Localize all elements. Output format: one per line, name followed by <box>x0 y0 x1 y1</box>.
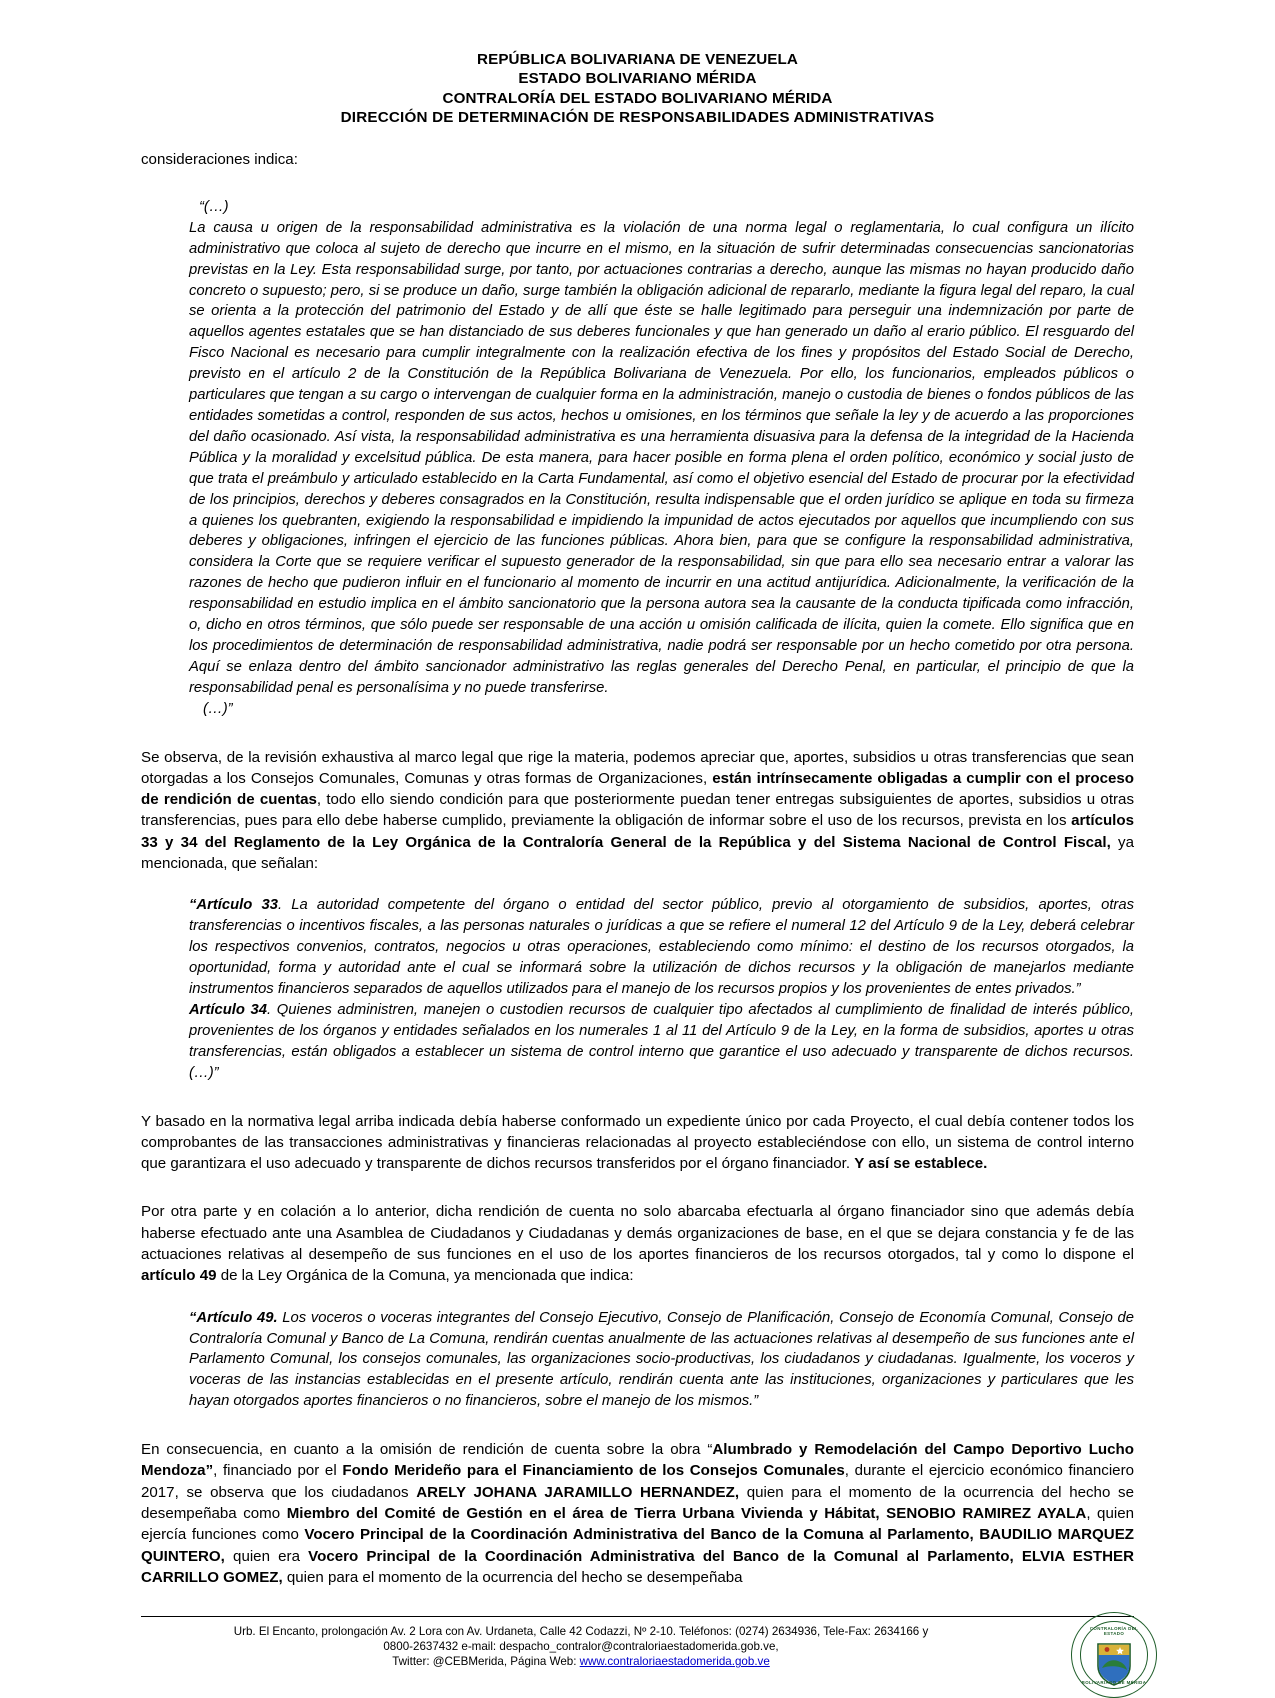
header-line-republic: REPÚBLICA BOLIVARIANA DE VENEZUELA <box>477 51 798 68</box>
para5-p5: , quien ejercía funciones como <box>141 1505 1134 1544</box>
lead-in-paragraph: consideraciones indica: <box>141 150 298 168</box>
seal-inner-ring <box>1080 1621 1148 1689</box>
footer-divider <box>141 1616 1134 1617</box>
quote-block-articulos-33-34 <box>189 895 1134 1083</box>
articulo-34-text: . Quienes administren, manejen o custodien recursos de cualquier tipo afectados al cumplimiento de finalidad de interés público, provenientes de los órganos y entidades señalados en los numerales 1 al 11 del Artículo 9 de la Ley, en la forma de subsidios, aportes u otras transferencias, están obligados a establecer un sistema de control interno que garantice el uso adecuado y transparente de dichos recursos. (…)” <box>189 1001 1134 1081</box>
para2-part1: Se observa, de la revisión exhaustiva al marco legal que rige la materia, podemos apreciar que, aportes, subsidios u otras transferencias que sean otorgadas a los Consejos Comunales, Comunas y otras formas de Organizaciones, <box>141 748 1134 787</box>
quote1-text: La causa u origen de la responsabilidad administrativa es la violación de una norma legal o reglamentaria, lo cual configura un ilícito administrativo que coloca al sujeto de derecho que incurre en el mismo, en la situación de sufrir determinadas consecuencias sancionatorias previstas en la Ley. Esta responsabilidad surge, por tanto, por actuaciones contrarias a derecho, aunque las mismas no hayan producido daño concreto o supuesto; pero, si se produce un daño, surge también la obligación adicional de repararlo, mediante la figura legal del reparo, la cual se orienta a la protección del patrimonio del Estado y de allí que éste se halle legitimado para perseguir una indemnización por parte de aquellos agentes estatales que se han distanciado de sus deberes funcionales y que han generado un daño al erario público. El resguardo del Fisco Nacional es necesario para cumplir integralmente con la realización efectiva de los fines y propósitos del Estado Social de Derecho, previsto en el artículo 2 de la Constitución de la República Bolivariana de Venezuela. Por ello, los funcionarios, empleados públicos o particulares que tengan a su cargo o intervengan de cualquier forma en la administración, manejo o custodia de bienes o fondos públicos de las entidades sometidas a control, responden de sus actos, hechos u omisiones, en los términos que señale la ley y de acuerdo a las proporciones del daño ocasionado. Así vista, la responsabilidad administrativa es una herramienta disuasiva para la defensa de la integridad de la Hacienda Pública y la moralidad y excelsitud pública. De esta manera, para hacer posible en forma plena el orden político, económico y social justo de que trata el preámbulo y articulado establecido en la Carta Fundamental, así como el objetivo esencial del Estado de procurar por la efectividad de los principios, derechos y deberes consagrados en la Constitución, resulta indispensable que el orden jurídico se aplique en toda su firmeza a quienes los quebranten, exigiendo la responsabilidad e impidiendo la impunidad de actos ejecutados por aquellos que incumpliendo con sus deberes y obligaciones, infringen el ejercicio de las funciones públicas. Ahora bien, para que se configure la responsabilidad administrativa, considera la Corte que se requiere verificar el supuesto generador de la responsabilidad, sin que para ello sea necesario entrar a valorar las razones de hecho que pudieron influir en el funcionario al momento de incurrir en una actitud antijurídica. Adicionalmente, la verificación de la responsabilidad en estudio implica en el ámbito sancionatorio que la persona autora sea la causante de la conducta tipificada como infracción, o, dicho en otros términos, que sólo puede ser responsable de una acción u omisión calificada de ilícita, quien la comete. Ello significa que en los procedimientos de determinación de responsabilidad administrativa, nadie podrá ser responsable por un hecho cometido por otra persona. Aquí se enlaza dentro del ámbito sancionador administrativo las reglas generales del Derecho Penal, en particular, el principio de que la responsabilidad penal es personalísima y no puede transferirse. <box>189 219 1134 696</box>
footer-line-address: Urb. El Encanto, prolongación Av. 2 Lora con Av. Urdaneta, Calle 42 Codazzi, Nº 2-10. Teléfonos: (0274) 2634936, Tele-Fax: 2634166 y <box>233 1625 929 1638</box>
para5-p1: En consecuencia, en cuanto a la omisión de rendición de cuenta sobre la obra “ <box>141 1441 713 1459</box>
contraloria-seal-icon <box>1071 1612 1157 1698</box>
seal-text-bottom: BOLIVARIANO DE MÉRIDA <box>1081 1679 1147 1685</box>
document-header <box>141 0 1134 128</box>
paragraph-observacion <box>141 747 1134 875</box>
para5-p3: , durante el ejercicio económico financiero 2017, se observa que los ciudadanos <box>141 1462 1134 1501</box>
footer-contact-info <box>141 1624 1021 1670</box>
cargo-y-ciudadano-3: Vocero Principal de la Coordinación Administrativa del Banco de la Comuna al Parlamento, BAUDILIO MARQUEZ QUINTERO, <box>141 1526 1134 1565</box>
ciudadano-nombre-1: ARELY JOHANA JARAMILLO HERNANDEZ, <box>416 1483 740 1501</box>
footer-line-email: 0800-2637432 e-mail: despacho_contralor@contraloriaestadomerida.gob.ve, <box>383 1640 779 1654</box>
para4-bold1: artículo 49 <box>141 1267 217 1285</box>
para2-bold1: están intrínsecamente obligadas a cumplir con el proceso de rendición de cuentas <box>141 769 1135 809</box>
seal-text-top: CONTRALORÍA DEL ESTADO <box>1089 1625 1139 1636</box>
articulo-34-label: Artículo 34 <box>189 1001 267 1018</box>
articulo-49 <box>189 1308 1134 1413</box>
quote1-open-ellipsis: “(…) <box>199 198 229 215</box>
para5-p7: quien para el momento de la ocurrencia del hecho se desempeñaba <box>282 1568 743 1586</box>
quote1-close-ellipsis: (…)” <box>203 700 233 717</box>
fondo-nombre: Fondo Merideño para el Financiamiento de los Consejos Comunales <box>342 1462 845 1480</box>
articulo-49-text: Los voceros o voceras integrantes del Consejo Ejecutivo, Consejo de Planificación, Consejo de Economía Comunal, Consejo de Contraloría Comunal y Banco de La Comuna, rendirán cuentas anualmente de las actuaciones relativas al desempeño de sus funciones ante el Parlamento Comunal, los consejos comunales, las organizaciones socio-productivas, los ciudadanos y ciudadanas. Igualmente, los voceros y voceras de las instancias establecidas en el presente artículo, rendirán cuenta ante las instituciones, organizaciones y particulares que les hayan otorgados aportes financieros o no financieros, sobre el manejo de los mismos.” <box>189 1309 1134 1410</box>
footer-line-web <box>141 1654 1021 1669</box>
footer-web-prefix: Twitter: @CEBMerida, Página Web: <box>392 1655 580 1669</box>
para5-p4: quien para el momento de la ocurrencia del hecho se desempeñaba como <box>141 1483 1134 1523</box>
articulo-34 <box>189 1000 1134 1084</box>
paragraph-asamblea <box>141 1201 1134 1286</box>
articulo-33-label: “Artículo 33 <box>189 897 278 914</box>
document-content <box>141 0 1134 1588</box>
paragraph-expediente <box>141 1111 1134 1175</box>
quote-block-corte <box>189 197 1134 720</box>
cargo-y-ciudadano-4: Vocero Principal de la Coordinación Administrativa del Banco de la Comunal al Parlamento, ELVIA ESTHER CARRILLO GOMEZ, <box>141 1547 1135 1586</box>
quote-block-articulo-49 <box>189 1308 1134 1413</box>
para4-part1: Por otra parte y en colación a lo anterior, dicha rendición de cuenta no solo abarcaba efectuarla al órgano financiador sino que además debía haberse efectuado ante una Asamblea de Ciudadanos y Ciudadanas y demás organizaciones de base, en el que se dejara constancia y fe de las actuaciones relativas al desempeño de sus funciones en el uso de los aportes financieros de los recursos otorgados, tal y como lo dispone el <box>141 1203 1134 1263</box>
para2-part2: , todo ello siendo condición para que posteriormente puedan tener entregas subsiguientes de aportes, subsidios u otras transferencias, pues para ello debe haberse cumplido, previamente la obligación de informar sobre el uso de los recursos, prevista en los <box>141 791 1134 830</box>
obra-nombre: Alumbrado y Remodelación del Campo Deportivo Lucho Mendoza” <box>141 1441 1134 1480</box>
header-line-state: ESTADO BOLIVARIANO MÉRIDA <box>518 70 757 88</box>
header-line-direccion: DIRECCIÓN DE DETERMINACIÓN DE RESPONSABILIDADES ADMINISTRATIVAS <box>340 109 935 127</box>
para2-part3: ya mencionada, que señalan: <box>141 833 1135 873</box>
articulo-33-text: . La autoridad competente del órgano o entidad del sector público, previo al otorgamiento de subsidios, aportes, otras transferencias o incentivos fiscales, a las personas naturales o jurídicas a que se refiere el numeral 12 del Artículo 9 de la Ley, deberá celebrar los respectivos convenios, contratos, negocios u otras operaciones, estableciendo como mínimo: el destino de los recursos otorgados, la oportunidad, forma y autoridad ante el cual se informará sobre la utilización de dichos recursos y la obligación de manejarlos mediante instrumentos financieros separados de aquellos utilizados para el manejo de los recursos propios y los provenientes de entes privados.” <box>189 897 1134 997</box>
articulo-49-label: “Artículo 49. <box>189 1309 278 1326</box>
para2-bold2: artículos 33 y 34 del Reglamento de la Ley Orgánica de la Contraloría General de la República y del Sistema Nacional de Control Fiscal, <box>141 812 1134 851</box>
articulo-33 <box>189 895 1134 1000</box>
para5-p2: , financiado por el <box>213 1462 343 1480</box>
para3-part1: Y basado en la normativa legal arriba indicada debía haberse conformado un expediente único por cada Proyecto, el cual debía contener todos los comprobantes de las transacciones administrativas y financieras relacionadas al proyecto estableciéndose con ello, un sistema de control interno que garantizara el uso adecuado y transparente de dichos recursos transferidos por el órgano financiador. <box>141 1112 1134 1173</box>
header-line-contraloria: CONTRALORÍA DEL ESTADO BOLIVARIANO MÉRIDA <box>442 89 833 107</box>
footer-web-link[interactable]: www.contraloriaestadomerida.gob.ve <box>579 1655 770 1669</box>
cargo-y-ciudadano-2: Miembro del Comité de Gestión en el área de Tierra Urbana Vivienda y Hábitat, SENOBIO RAMIREZ AYALA <box>286 1505 1087 1523</box>
para3-bold1: Y así se establece. <box>854 1155 988 1173</box>
para5-p6: quien era <box>224 1547 309 1565</box>
paragraph-consecuencia <box>141 1439 1134 1588</box>
para4-part2: de la Ley Orgánica de la Comuna, ya mencionada que indica: <box>216 1267 634 1285</box>
